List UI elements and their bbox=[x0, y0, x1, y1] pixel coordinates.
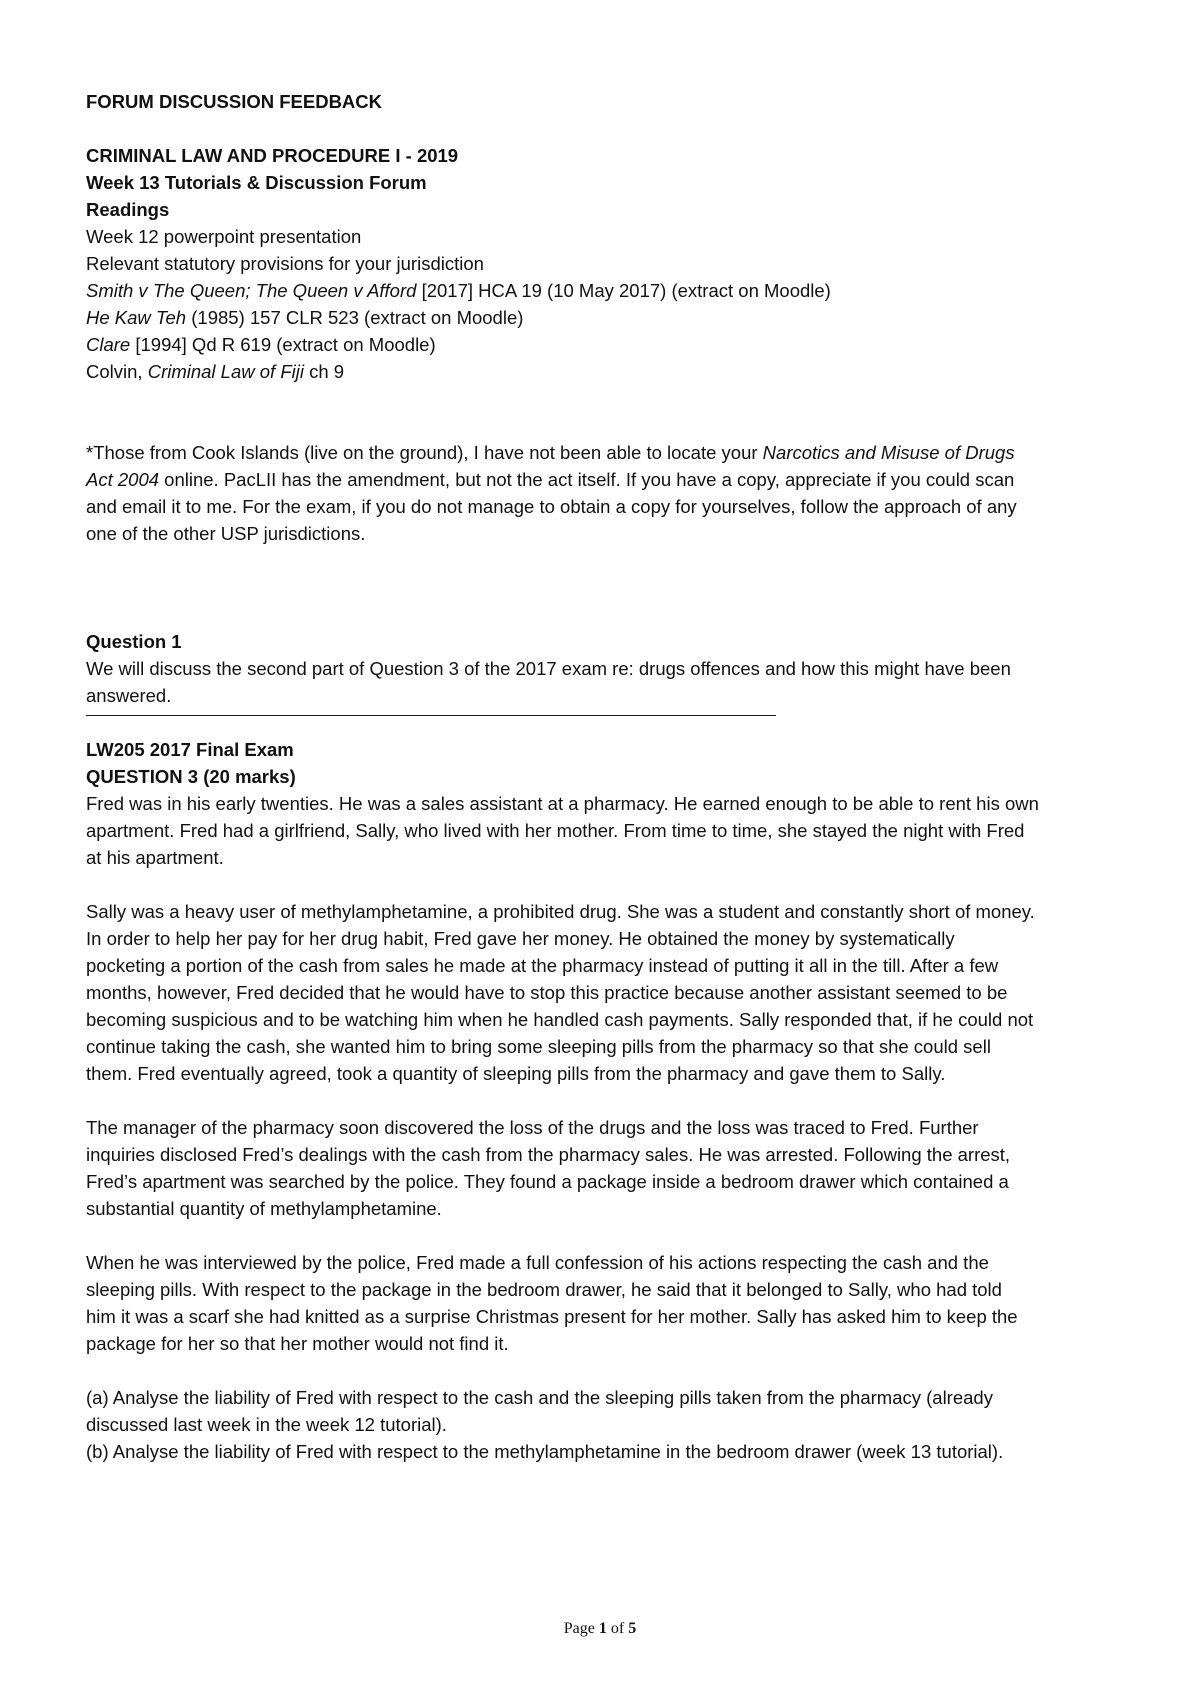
question-part-a bbox=[86, 1384, 1126, 1438]
exam-paragraph-4 bbox=[86, 1249, 1126, 1357]
chapter: ch 9 bbox=[303, 361, 345, 382]
paragraph-line: him it was a scarf she had knitted as a surprise Christmas present for her mother. Sally has asked him to keep the bbox=[86, 1306, 1018, 1327]
paragraph-line: pocketing a portion of the cash from sales he made at the pharmacy instead of putting it all in the till. After a few bbox=[86, 955, 999, 976]
page-footer bbox=[0, 1620, 1200, 1638]
book-title: Criminal Law of Fiji bbox=[147, 361, 304, 382]
paragraph-line: sleeping pills. With respect to the package in the bedroom drawer, he said that it belonged to Sally, who had told bbox=[86, 1279, 1002, 1300]
act-name: Act 2004 bbox=[86, 469, 160, 490]
note-text: one of the other USP jurisdictions. bbox=[86, 523, 366, 544]
paragraph-line: discussed last week in the week 12 tutorial). bbox=[86, 1414, 447, 1435]
jurisdiction-note bbox=[86, 439, 1126, 547]
note-text: and email it to me. For the exam, if you do not manage to obtain a copy for yourselves, follow the approach of any bbox=[86, 496, 1017, 517]
week-title: Week 13 Tutorials & Discussion Forum bbox=[86, 172, 427, 193]
reading-item: Week 12 powerpoint presentation bbox=[86, 226, 362, 247]
reading-item bbox=[86, 358, 1126, 385]
exam-title: LW205 2017 Final Exam bbox=[86, 739, 294, 760]
case-name: Smith v The Queen; The Queen v Afford bbox=[86, 280, 417, 301]
page-word: Page bbox=[563, 1620, 599, 1637]
author: Colvin, bbox=[86, 361, 148, 382]
paragraph-line: The manager of the pharmacy soon discovered the loss of the drugs and the loss was traced to Fred. Further bbox=[86, 1117, 979, 1138]
document-body bbox=[86, 88, 1126, 1465]
note-text: *Those from Cook Islands (live on the ground), I have not been able to locate your bbox=[86, 442, 763, 463]
paragraph-line: continue taking the cash, she wanted him to bring some sleeping pills from the pharmacy so that she could sell bbox=[86, 1036, 991, 1057]
page-number: 1 bbox=[598, 1620, 607, 1637]
act-name: Narcotics and Misuse of Drugs bbox=[762, 442, 1015, 463]
paragraph-line: When he was interviewed by the police, Fred made a full confession of his actions respecting the cash and the bbox=[86, 1252, 989, 1273]
paragraph-line: them. Fred eventually agreed, took a quantity of sleeping pills from the pharmacy and gave them to Sally. bbox=[86, 1063, 946, 1084]
paragraph-line: becoming suspicious and to be watching him when he handled cash payments. Sally responded that, if he could not bbox=[86, 1009, 1034, 1030]
paragraph-line: inquiries disclosed Fred’s dealings with the cash from the pharmacy sales. He was arrested. Following the arrest, bbox=[86, 1144, 1011, 1165]
exam-paragraph-2 bbox=[86, 898, 1126, 1087]
paragraph-line: Fred was in his early twenties. He was a sales assistant at a pharmacy. He earned enough to be able to rent his own bbox=[86, 793, 1039, 814]
paragraph-line: apartment. Fred had a girlfriend, Sally, who lived with her mother. From time to time, she stayed the night with Fred bbox=[86, 820, 1025, 841]
exam-question-title: QUESTION 3 (20 marks) bbox=[86, 766, 296, 787]
reading-item bbox=[86, 331, 1126, 358]
of-word: of bbox=[606, 1620, 629, 1637]
reading-item bbox=[86, 304, 1126, 331]
citation: [2017] HCA 19 (10 May 2017) (extract on Moodle) bbox=[416, 280, 831, 301]
note-text: online. PacLII has the amendment, but not the act itself. If you have a copy, appreciate if you could scan bbox=[159, 469, 1015, 490]
exam-paragraph-1 bbox=[86, 790, 1126, 871]
paragraph-line: Fred’s apartment was searched by the police. They found a package inside a bedroom drawer which contained a bbox=[86, 1171, 1009, 1192]
paragraph-line: months, however, Fred decided that he would have to stop this practice because another assistant seemed to be bbox=[86, 982, 1008, 1003]
paragraph-line: package for her so that her mother would not find it. bbox=[86, 1333, 509, 1354]
citation: [1994] Qd R 619 (extract on Moodle) bbox=[130, 334, 436, 355]
case-name: Clare bbox=[86, 334, 131, 355]
paragraph-line: In order to help her pay for her drug habit, Fred gave her money. He obtained the money by systematically bbox=[86, 928, 955, 949]
paragraph-line: substantial quantity of methylamphetamine. bbox=[86, 1198, 442, 1219]
exam-paragraph-3 bbox=[86, 1114, 1126, 1222]
question1-text: We will discuss the second part of Question 3 of the 2017 exam re: drugs offences and how this might have been bbox=[86, 658, 1011, 679]
case-name: He Kaw Teh bbox=[86, 307, 187, 328]
paragraph-line: Sally was a heavy user of methylamphetamine, a prohibited drug. She was a student and constantly short of money. bbox=[86, 901, 1035, 922]
reading-item: Relevant statutory provisions for your jurisdiction bbox=[86, 253, 484, 274]
question1-text: answered. bbox=[86, 685, 172, 706]
paragraph-line: at his apartment. bbox=[86, 847, 224, 868]
citation: (1985) 157 CLR 523 (extract on Moodle) bbox=[186, 307, 524, 328]
question-part-b: (b) Analyse the liability of Fred with respect to the methylamphetamine in the bedroom drawer (week 13 tutorial). bbox=[86, 1441, 1004, 1462]
page-total: 5 bbox=[628, 1620, 637, 1637]
document-heading: FORUM DISCUSSION FEEDBACK bbox=[86, 91, 383, 112]
reading-item bbox=[86, 277, 1126, 304]
paragraph-line: (a) Analyse the liability of Fred with respect to the cash and the sleeping pills taken from the pharmacy (already bbox=[86, 1387, 993, 1408]
question1-label: Question 1 bbox=[86, 631, 182, 652]
divider-line bbox=[86, 715, 776, 716]
course-title: CRIMINAL LAW AND PROCEDURE I - 2019 bbox=[86, 145, 459, 166]
readings-label: Readings bbox=[86, 199, 170, 220]
